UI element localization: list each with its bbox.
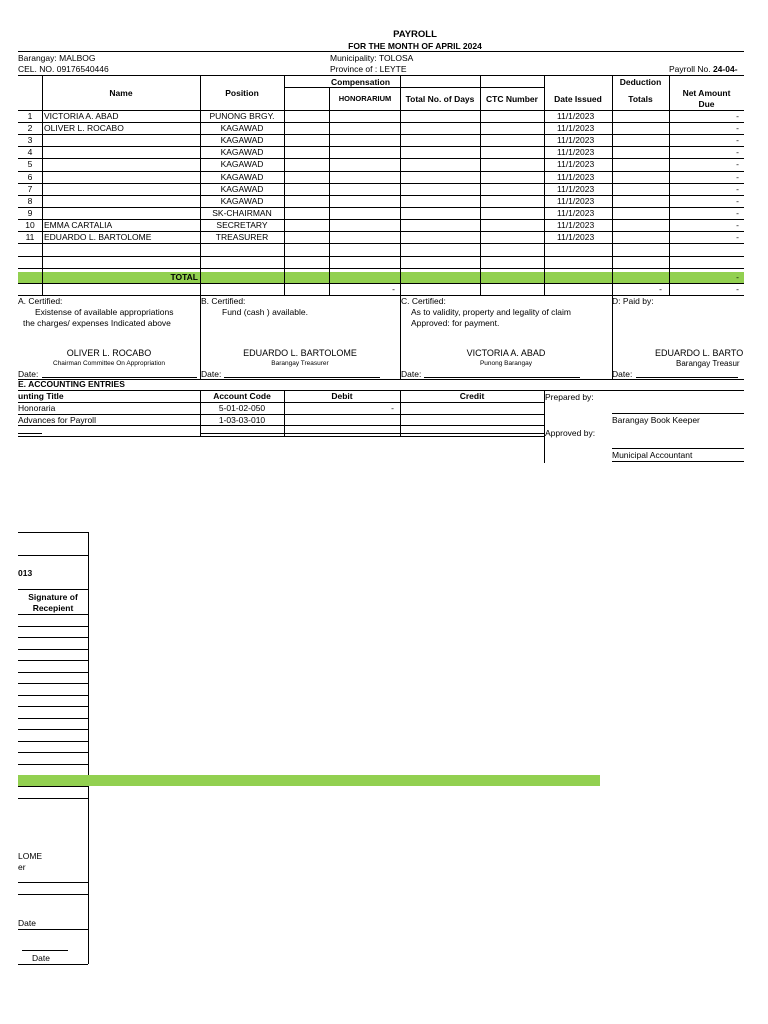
row-date-issued: 11/1/2023 (557, 171, 595, 182)
row-position: SECRETARY (216, 219, 268, 230)
row-position: KAGAWAD (220, 183, 264, 194)
payroll-no (669, 64, 738, 74)
col-due: Due (698, 99, 715, 109)
signature-row-line (18, 695, 88, 696)
acct-entry-1-title: Honoraria (18, 403, 56, 413)
acct-col-title: unting Title (18, 391, 64, 401)
row-date-issued: 11/1/2023 (557, 123, 595, 134)
row-date-issued: 11/1/2023 (557, 207, 595, 218)
cert-c-role: Punong Barangay (479, 360, 533, 367)
payroll-subtitle: FOR THE MONTH OF APRIL 2024 (348, 41, 482, 51)
cert-d-role: Barangay Treasur (676, 359, 740, 368)
cert-c-name: VICTORIA A. ABAD (466, 348, 546, 358)
page2-role-tail: er (18, 862, 26, 872)
cert-d-title: D: Paid by: (612, 296, 654, 306)
row-position: KAGAWAD (220, 195, 264, 206)
row-date-issued: 11/1/2023 (557, 219, 595, 230)
acct-entry-2-title: Advances for Payroll (18, 415, 96, 425)
row-net-amount: - (736, 135, 739, 146)
payroll-no-label: Payroll No. (669, 64, 711, 74)
row-net-amount: - (736, 219, 739, 230)
row-number: 11 (25, 232, 35, 242)
total-label: TOTAL (170, 272, 198, 282)
cert-b-name: EDUARDO L. BARTOLOME (243, 348, 357, 358)
row-position: KAGAWAD (220, 171, 264, 182)
signature-row-line (18, 718, 88, 719)
row-date-issued: 11/1/2023 (557, 159, 595, 170)
signature-row-line (18, 626, 88, 627)
cert-d-date: Date: (612, 369, 633, 379)
signature-row-line (18, 683, 88, 684)
row-line (18, 207, 744, 208)
row-number: 7 (27, 183, 33, 194)
signature-row-line (18, 649, 88, 650)
signature-header-line2: Recepient (32, 603, 74, 613)
row-line (18, 243, 744, 244)
payroll-title: PAYROLL (393, 29, 437, 40)
row-line (18, 256, 744, 257)
row-number: 10 (25, 219, 35, 230)
row-number: 4 (27, 147, 33, 158)
signature-row-line (18, 729, 88, 730)
acct-col-debit: Debit (331, 391, 353, 401)
row-name: OLIVER L. ROCABO (44, 123, 124, 134)
col-ctc-number: CTC Number (486, 94, 538, 104)
row-number: 3 (27, 135, 33, 146)
row-position: PUNONG BRGY. (209, 111, 275, 121)
total-net: - (736, 272, 739, 282)
row-name: VICTORIA A. ABAD (44, 111, 119, 121)
row-line (18, 171, 744, 172)
cert-a-line1: Existense of available appropriations (35, 307, 174, 317)
row-net-amount: - (736, 123, 739, 134)
col-position: Position (225, 88, 259, 98)
row-date-issued: 11/1/2023 (557, 195, 595, 206)
row-position: KAGAWAD (220, 123, 264, 134)
cert-a-role: Chairman Committee On Appropriation (53, 360, 165, 367)
row-position: KAGAWAD (220, 159, 264, 170)
signature-row-line (18, 706, 88, 707)
acct-entry-1-code: 5-01-02-050 (218, 403, 266, 413)
signature-row-line (18, 614, 88, 615)
cert-a-name: OLIVER L. ROCABO (66, 348, 152, 358)
row-line (18, 134, 744, 135)
row-number: 1 (27, 111, 33, 121)
row-position: KAGAWAD (220, 135, 264, 146)
cert-b-date: Date: (201, 369, 222, 379)
cert-b-title: B. Certified: (201, 296, 246, 306)
row-line (18, 122, 744, 123)
municipality-label: Municipality: TOLOSA (330, 53, 414, 63)
page2-payroll-no-tail: 013 (18, 568, 33, 578)
row-net-amount: - (736, 171, 739, 182)
row-date-issued: 11/1/2023 (557, 147, 595, 158)
prepared-by-label: Prepared by: (545, 392, 594, 402)
row-line (18, 195, 744, 196)
row-date-issued: 11/1/2023 (557, 135, 595, 146)
cert-c-title: C. Certified: (401, 296, 446, 306)
page2-total-highlight (18, 775, 600, 786)
page2-date-2: Date (32, 953, 50, 963)
cert-b-line1: Fund (cash ) available. (222, 307, 308, 317)
signature-row-line (18, 660, 88, 661)
row-date-issued: 11/1/2023 (557, 111, 595, 121)
row-net-amount: - (736, 111, 739, 121)
total-net-sub: - (736, 284, 739, 294)
cert-a-line2: the charges/ expenses Indicated above (23, 318, 171, 328)
approved-by-label: Approved by: (545, 428, 596, 438)
province-label: Province of : LEYTE (330, 64, 407, 74)
row-net-amount: - (736, 207, 739, 218)
row-line (18, 268, 744, 269)
row-number: 5 (27, 159, 33, 170)
accounting-section-title: E. ACCOUNTING ENTRIES (18, 379, 125, 389)
signature-row-line (18, 752, 88, 753)
row-position: KAGAWAD (220, 147, 264, 158)
page2-date-1: Date (18, 918, 36, 928)
col-totals: Totals (628, 94, 653, 104)
col-deduction: Deduction (619, 77, 662, 87)
row-line (18, 146, 744, 147)
col-net-amount: Net Amount (682, 88, 731, 98)
row-line (18, 183, 744, 184)
signature-row-line (18, 672, 88, 673)
row-net-amount: - (736, 232, 739, 242)
cert-b-role: Barangay Treasurer (271, 360, 329, 367)
cert-d-name: EDUARDO L. BARTO (655, 348, 744, 358)
cert-c-line2: Approved: for payment. (411, 318, 500, 328)
acct-entry-2-code: 1-03-03-010 (218, 415, 266, 425)
acct-col-code: Account Code (213, 391, 271, 401)
row-date-issued: 11/1/2023 (557, 232, 595, 242)
cel-no-label: CEL. NO. 09176540446 (18, 64, 109, 74)
signature-row-line (18, 741, 88, 742)
signature-row-line (18, 764, 88, 765)
col-compensation: Compensation (331, 77, 391, 87)
col-total-days: Total No. of Days (405, 94, 475, 104)
row-position: SK-CHAIRMAN (212, 207, 272, 218)
page2-name-tail: LOME (18, 851, 43, 861)
cert-a-title: A. Certified: (18, 296, 63, 306)
row-number: 9 (27, 207, 33, 218)
total-honorarium-sub: - (392, 284, 395, 294)
cert-c-line1: As to validity, property and legality of claim (411, 307, 571, 317)
acct-col-credit: Credit (459, 391, 485, 401)
book-keeper-label: Barangay Book Keeper (612, 415, 700, 425)
col-date-issued: Date Issued (554, 94, 602, 104)
row-name: EMMA CARTALIA (44, 219, 113, 230)
barangay-label: Barangay: MALBOG (18, 53, 96, 63)
row-line (18, 219, 744, 220)
cert-c-date: Date: (401, 369, 422, 379)
row-line (18, 158, 744, 159)
row-net-amount: - (736, 147, 739, 158)
cert-a-date: Date: (18, 369, 39, 379)
row-number: 6 (27, 171, 33, 182)
row-name: EDUARDO L. BARTOLOME (44, 232, 152, 242)
row-number: 2 (27, 123, 33, 134)
signature-row-line (18, 637, 88, 638)
total-deduction-sub: - (659, 284, 662, 294)
col-honorarium: HONORARIUM (338, 94, 392, 103)
signature-header-line1: Signature of (28, 592, 78, 602)
row-net-amount: - (736, 195, 739, 206)
col-name: Name (109, 88, 133, 98)
row-net-amount: - (736, 183, 739, 194)
acct-entry-1-debit: - (391, 403, 394, 413)
row-position: TREASURER (215, 232, 269, 242)
accountant-label: Municipal Accountant (612, 450, 693, 460)
payroll-no-value: 24-04- (712, 64, 738, 74)
row-number: 8 (27, 195, 33, 206)
row-net-amount: - (736, 159, 739, 170)
row-date-issued: 11/1/2023 (557, 183, 595, 194)
